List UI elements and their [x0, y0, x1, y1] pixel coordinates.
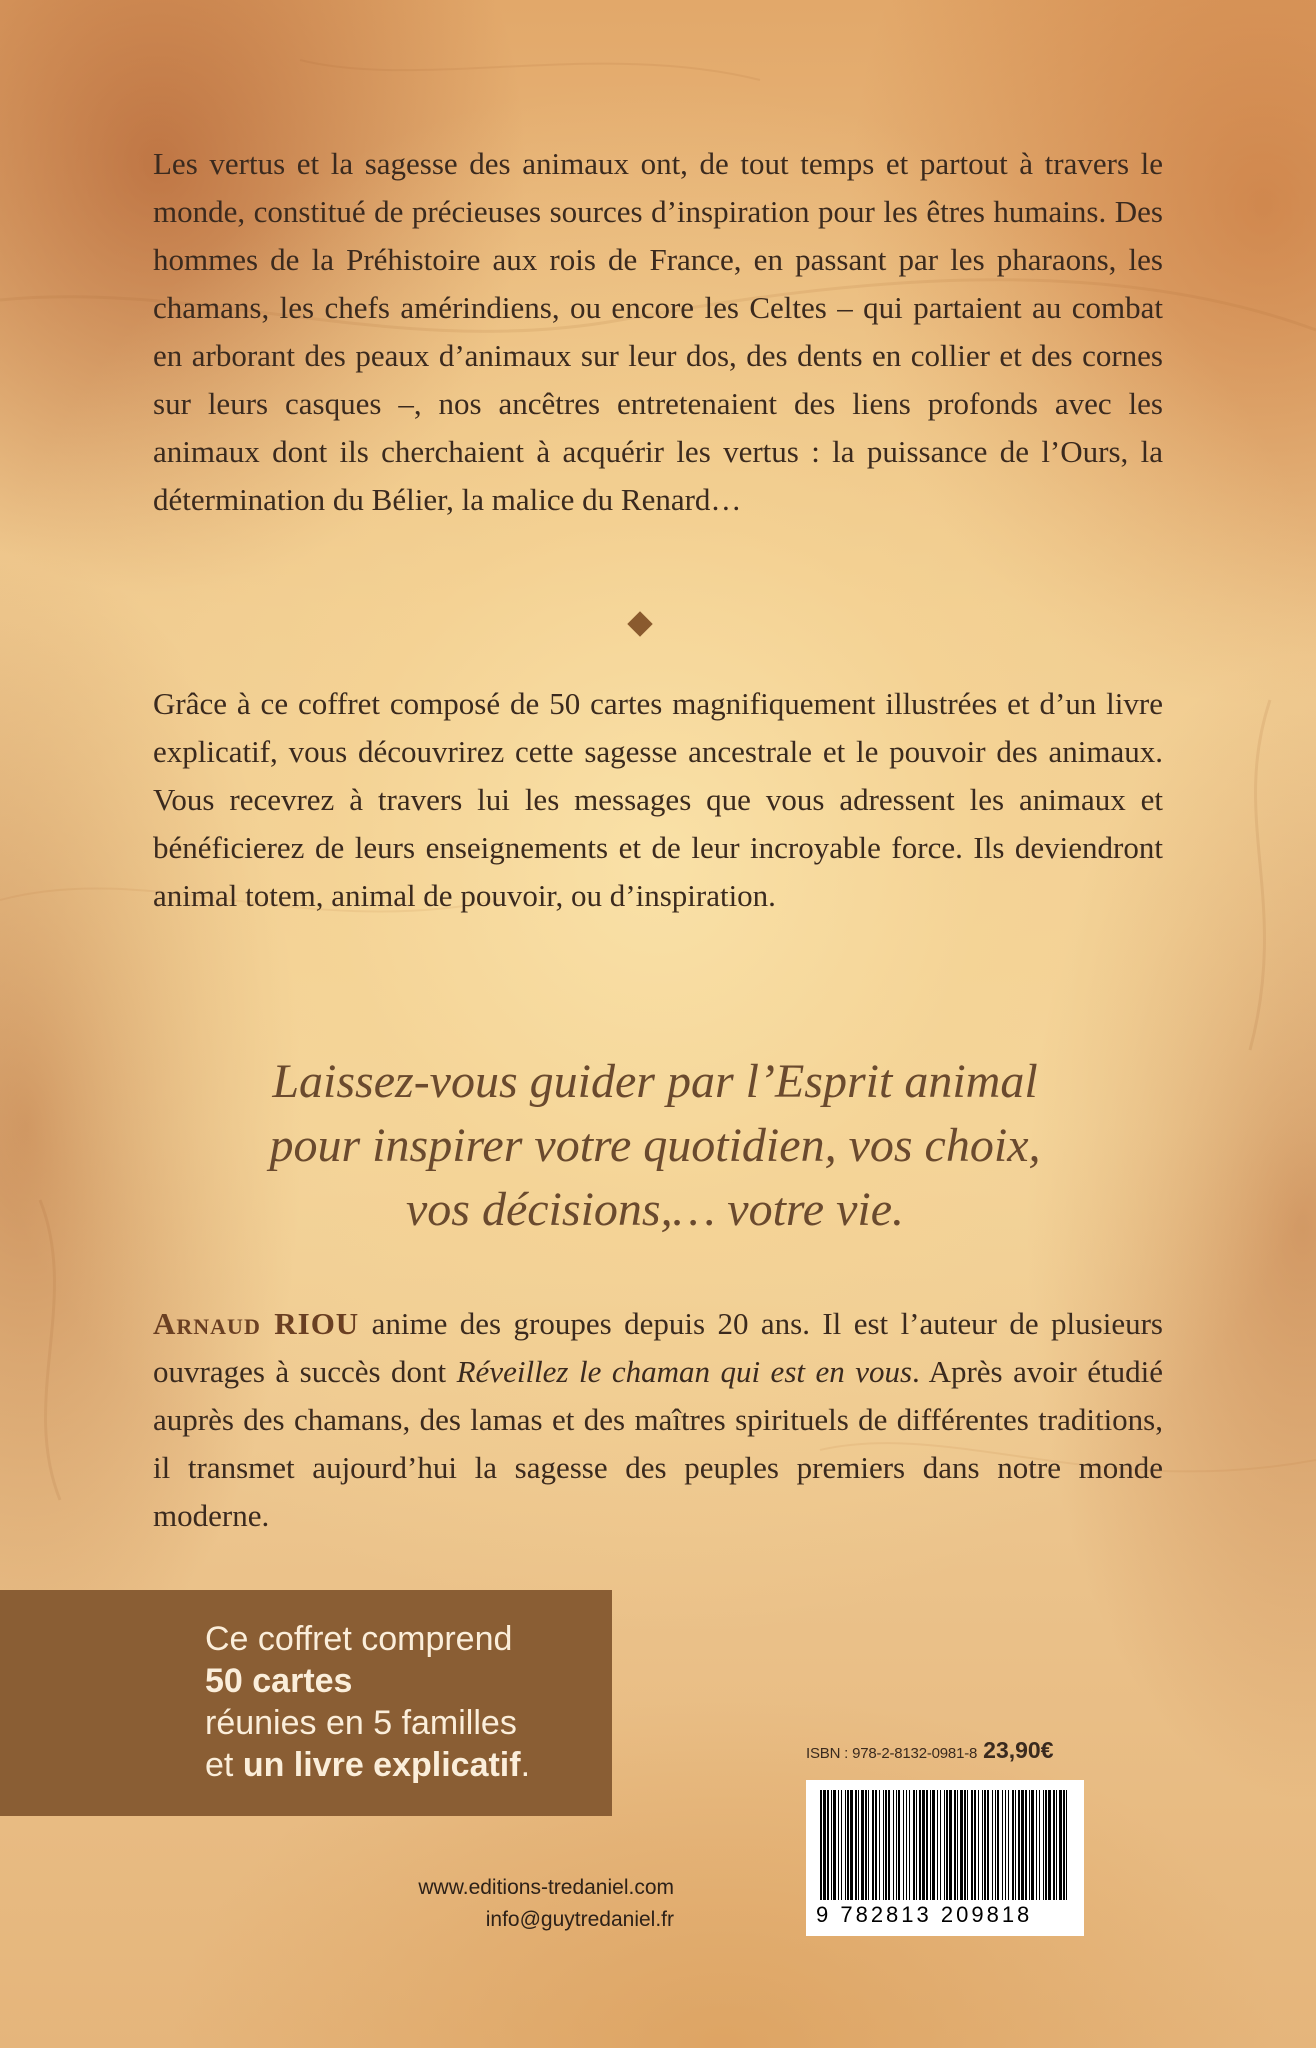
barcode-bars-icon — [816, 1790, 1074, 1900]
author-text-1: anime des groupes depuis 20 ans. Il est l’auteur de plusieurs ouvrages à succès dont — [153, 1306, 1163, 1389]
quote-line-1: Laissez-vous guider par l’Esprit animal — [272, 1055, 1038, 1108]
barcode — [806, 1780, 1084, 1936]
author-paragraph — [153, 1300, 1163, 1540]
barcode-digits: 9 782813 209818 — [816, 1902, 1033, 1927]
coffret-paragraph: Grâce à ce coffret composé de 50 cartes magnifiquement illustrées et d’un livre explicatif, vous découvrirez cette sagesse ancestrale et le pouvoir des animaux. Vous recevrez à travers lui les messages que vous adressent les animaux et bénéficierez de leurs enseignements et de leur incroyable force. Ils deviendront animal totem, animal de pouvoir, ou d’inspiration. — [153, 686, 1163, 913]
contents-box — [0, 1590, 612, 1816]
box-cards-count: 50 cartes — [205, 1662, 353, 1700]
box-line-4-post: . — [520, 1746, 531, 1784]
tagline-quote — [150, 1050, 1160, 1242]
box-line-4 — [205, 1744, 612, 1786]
email-link[interactable]: info@guytredaniel.fr — [485, 1908, 674, 1931]
website-link[interactable]: www.editions-tredaniel.com — [418, 1876, 674, 1899]
quote-line-2: pour inspirer votre quotidien, vos choix, — [269, 1119, 1041, 1172]
box-book-label: un livre explicatif — [242, 1746, 521, 1784]
intro-paragraph: Les vertus et la sagesse des animaux ont, de tout temps et partout à travers le monde, constitué de précieuses sources d’inspiration pour les êtres humains. Des hommes de la Préhistoire aux rois de France, en passant par les pharaons, les chamans, les chefs amérindiens, ou encore les Celtes – qui partaient au combat en arborant des peaux d’animaux sur leur dos, des dents en collier et des cornes sur leurs casques –, nos ancêtres entretenaient des liens profonds avec les animaux dont ils cherchaient à acquérir les vertus : la puissance de l’Ours, la détermination du Bélier, la malice du Renard… — [153, 146, 1163, 517]
box-line-1: Ce coffret comprend — [205, 1620, 513, 1658]
publisher-contact — [380, 1872, 674, 1936]
isbn-text: ISBN : 978-2-8132-0981-8 — [806, 1745, 978, 1762]
author-text-2: . Après avoir étudié auprès des chamans, des lamas et des maîtres spirituels de différentes traditions, il transmet aujourd’hui la sagesse des peuples premiers dans notre monde moderne. — [153, 1354, 1164, 1533]
author-book-title: Réveillez le chaman qui est en vous — [456, 1354, 913, 1389]
box-line-3: réunies en 5 familles — [205, 1704, 517, 1742]
isbn-price-row — [806, 1737, 1086, 1764]
author-name: Arnaud RIOU — [153, 1306, 360, 1341]
diamond-separator-icon — [627, 611, 652, 636]
box-line-4-pre: et — [205, 1746, 243, 1784]
price-text: 23,90€ — [983, 1737, 1054, 1763]
box-line-2 — [205, 1660, 612, 1702]
quote-line-3: vos décisions,… votre vie. — [405, 1183, 905, 1236]
